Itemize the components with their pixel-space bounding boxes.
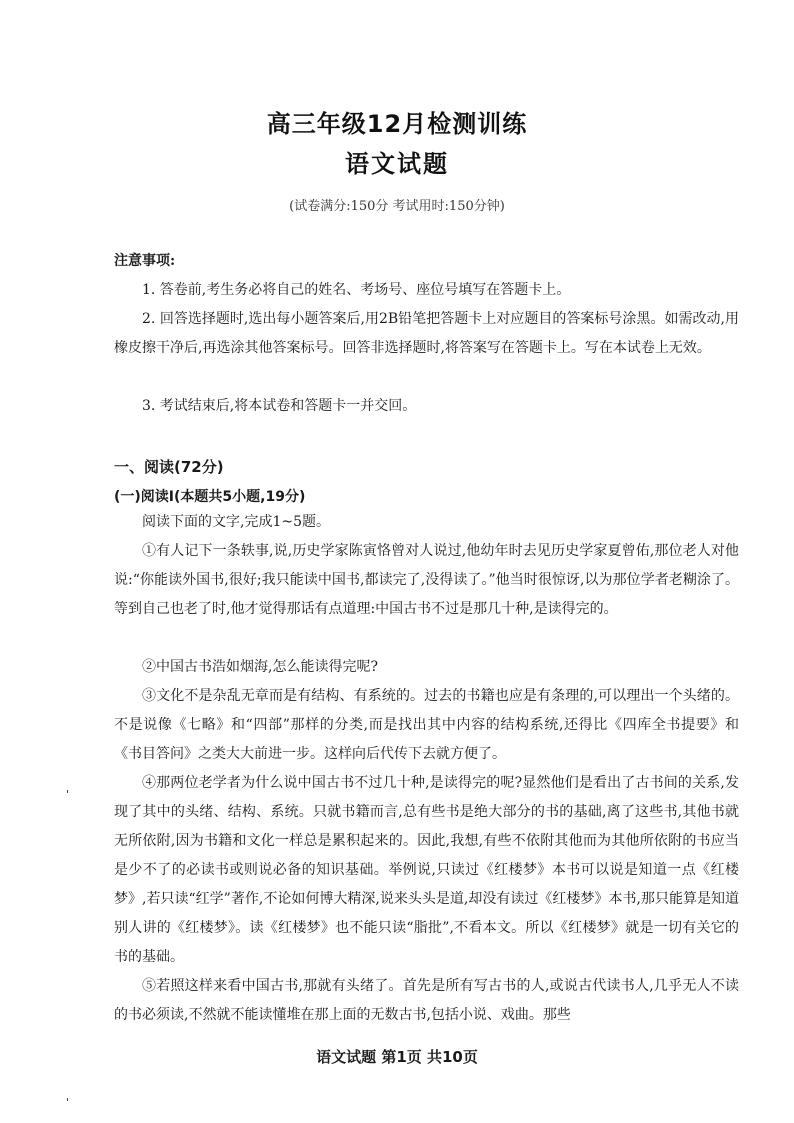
page-footer: 语文试题 第1页 共10页 [316,1048,478,1066]
notice-item: 1. 答卷前,考生务必将自己的姓名、考场号、座位号填写在答题卡上。 [142,282,571,298]
section-heading: 一、阅读(72分) [114,458,224,476]
passage-paragraph: ③文化不是杂乱无章而是有结构、有系统的。过去的书籍也应是有条理的,可以理出一个头绪的。不是说像《七略》和“四部”那样的分类,而是找出其中内容的结构系统,还得比《四库全书提要》和《书目答问》之类大大前进一步。这样向后代传下去就方便了。 [114,688,739,762]
exam-meta: (试卷满分:150分 考试用时:150分钟) [289,199,505,214]
exam-subject: 语文试题 [345,150,449,178]
notice-item: 2. 回答选择题时,选出每小题答案后,用2B铅笔把答题卡上对应题目的答案标号涂黑。如需改动,用橡皮擦干净后,再选涂其他答案标号。回答非选择题时,将答案写在答题卡上。写在本试卷上无效。 [114,311,739,356]
passage-paragraph: ②中国古书浩如烟海,怎么能读得完呢? [142,659,378,675]
exam-title: 高三年级12月检测训练 [266,110,528,138]
passage-paragraph: ①有人记下一条轶事,说,历史学家陈寅恪曾对人说过,他幼年时去见历史学家夏曾佑,那位老人对他说:“你能读外国书,很好;我只能读中国书,都读完了,没得读了。”他当时很惊讶,以为那位学者老糊涂了。等到自己也老了时,他才觉得那话有点道理:中国古书不过是那几十种,是读得完的。 [114,543,739,617]
margin-mark [67,790,68,793]
instruction-text: 阅读下面的文字,完成1~5题。 [142,514,330,530]
subsection-heading: (一)阅读Ⅰ(本题共5小题,19分) [114,489,306,505]
passage-paragraph: ④那两位老学者为什么说中国古书不过几十种,是读得完的呢?显然他们是看出了古书间的关系,发现了其中的头绪、结构、系统。只就书籍而言,总有些书是绝大部分的书的基础,离了这些书,其他书就无所依附,因为书籍和文化一样总是累积起来的。因此,我想,有些不依附其他而为其他所依附的书应当是少不了的必读书或则说必备的知识基础。举例说,只读过《红楼梦》本书可以说是知道一点《红楼梦》,若只读“红学”著作,不论如何博大精深,说来头头是道,却没有读过《红楼梦》本书,那只能算是知道别人讲的《红楼梦》。读《红楼梦》也不能只读“脂批”,不看本文。所以《红楼梦》就是一切有关它的书的基础。 [114,775,739,965]
notice-heading: 注意事项: [114,253,176,269]
notice-item: 3. 考试结束后,将本试卷和答题卡一并交回。 [142,398,417,414]
margin-mark [67,1098,68,1101]
passage-paragraph: ⑤若照这样来看中国古书,那就有头绪了。首先是所有写古书的人,或说古代读书人,几乎无人不读的书必须读,不然就不能读懂堆在那上面的无数古书,包括小说、戏曲。那些 [114,978,739,1023]
